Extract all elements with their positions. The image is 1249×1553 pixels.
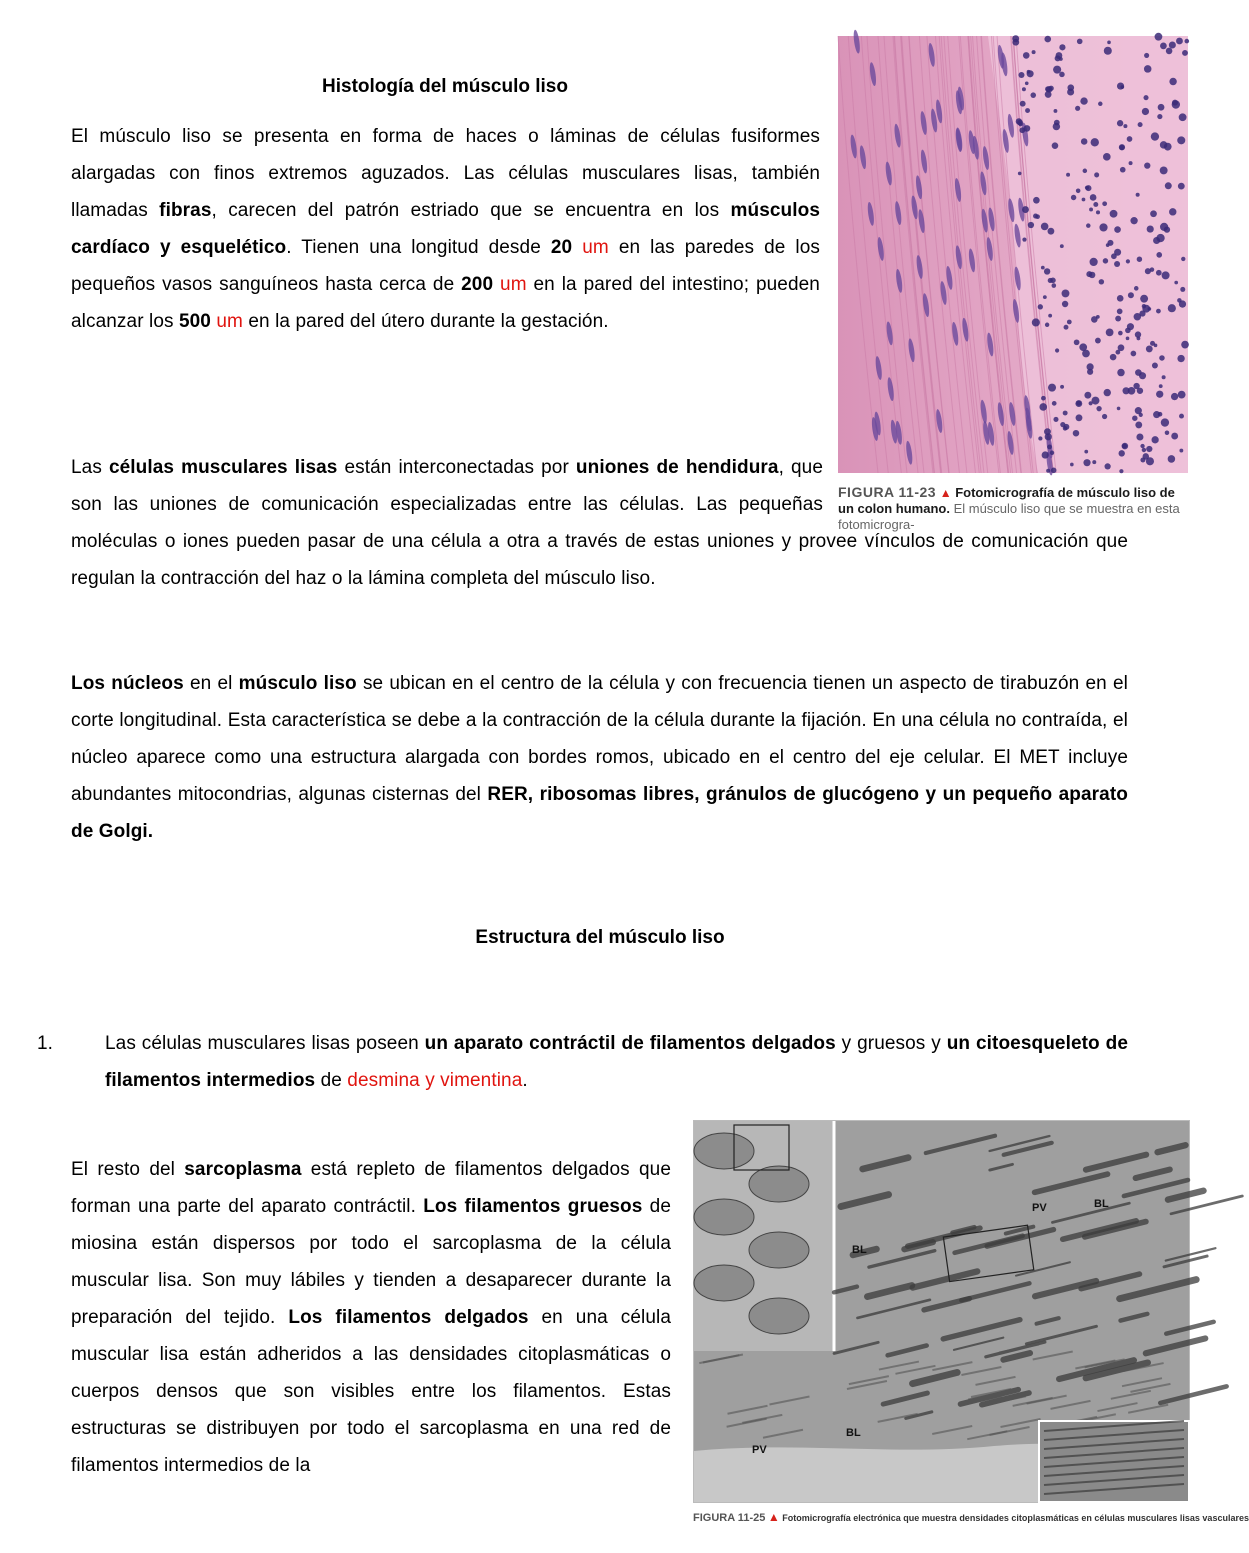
text-run: . Tienen una longitud desde [286,237,551,258]
round-nucleus [1074,339,1080,345]
round-nucleus [1060,244,1064,248]
figure-caption-text: El músculo liso que se muestra en esta fotomicrogra- [838,501,1180,532]
term-citoesqueleto: un citoesqueleto de filamentos intermedios [105,1033,1128,1091]
round-nucleus [1104,389,1111,396]
micrograph-em-image [694,1121,1189,1502]
round-nucleus [1185,39,1190,44]
round-nucleus [1096,406,1101,411]
round-nucleus [1151,436,1158,443]
paragraph-intro [71,118,820,340]
list-item-1 [37,1025,1128,1099]
label-pv: PV [752,1444,767,1456]
round-nucleus [1128,387,1136,395]
text-run: en la pared del intestino; pueden alcanzar los [71,274,820,332]
round-nucleus [1126,259,1130,263]
smooth-muscle-micrograph [838,36,1188,473]
text-run: en el [183,673,239,694]
round-nucleus [1147,225,1154,232]
round-nucleus [1118,331,1123,336]
round-nucleus [1066,173,1070,177]
round-nucleus [1152,362,1158,368]
round-nucleus [1158,104,1165,111]
round-nucleus [1022,87,1026,91]
section-title-histologia: Histología del músculo liso [322,76,568,97]
round-nucleus [1119,145,1124,150]
paragraph-sarcoplasma [71,1151,671,1484]
round-nucleus [1180,287,1185,292]
term-fibras: fibras [159,200,212,221]
round-nucleus [1134,286,1139,291]
round-nucleus [1117,407,1121,411]
round-nucleus [1179,449,1183,453]
round-nucleus [1086,223,1091,228]
round-nucleus [1048,314,1052,318]
round-nucleus [1103,258,1108,263]
round-nucleus [1106,328,1114,336]
value-200: 200 [461,274,494,295]
cell-profile [749,1166,809,1202]
round-nucleus [1168,455,1176,463]
figure-label: FIGURA 11-25 [693,1512,766,1524]
round-nucleus [1084,392,1091,399]
round-nucleus [1117,308,1123,314]
round-nucleus [1038,304,1043,309]
round-nucleus [1091,316,1098,323]
round-nucleus [1052,401,1057,406]
term-organelos: RER, ribosomas libres, gránulos de glucógeno y un pequeño aparato de Golgi. [71,784,1128,842]
round-nucleus [1156,270,1162,276]
text-run: en las paredes de los pequeños vasos sanguíneos hasta cerca de [71,237,820,295]
round-nucleus [1181,257,1185,261]
round-nucleus [1164,143,1172,151]
round-nucleus [1158,412,1163,417]
text-run: en la pared del útero durante la gestación. [242,311,609,332]
round-nucleus [1179,300,1186,307]
round-nucleus [1117,82,1124,89]
round-nucleus [1159,355,1165,361]
text-run: , carecen del patrón estriado que se encuentra en los [211,200,731,221]
round-nucleus [1181,341,1189,349]
cell-profile [694,1265,754,1301]
label-bl: BL [852,1244,867,1256]
unit-um: um [216,311,243,332]
label-pv: PV [1032,1202,1047,1214]
round-nucleus [1179,113,1187,121]
round-nucleus [1077,39,1083,45]
figure-float-spacer [823,449,1128,523]
round-nucleus [1169,78,1176,85]
round-nucleus [1151,132,1159,140]
round-nucleus [1156,252,1162,258]
figure-caption-11-25 [693,1510,1249,1524]
round-nucleus [1146,446,1152,452]
term-aparato-contractil: un aparato contráctil de filamentos delgados [424,1033,836,1054]
round-nucleus [1160,43,1167,50]
round-nucleus [1091,397,1099,405]
round-nucleus [1118,344,1125,351]
round-nucleus [1075,400,1082,407]
round-nucleus [1089,207,1093,211]
round-nucleus [1138,122,1143,127]
round-nucleus [1063,424,1069,430]
round-nucleus [1156,234,1164,242]
round-nucleus [1137,256,1142,261]
round-nucleus [1075,106,1080,111]
round-nucleus [1076,189,1081,194]
round-nucleus [1146,345,1153,352]
round-nucleus [1110,354,1117,361]
round-nucleus [1165,182,1172,189]
round-nucleus [1081,138,1088,145]
unit-um: um [500,274,527,295]
round-nucleus [1073,430,1079,436]
round-nucleus [1098,102,1102,106]
round-nucleus [1076,414,1083,421]
text-run: . [522,1070,528,1091]
round-nucleus [1045,323,1049,327]
round-nucleus [1169,208,1176,215]
round-nucleus [1048,384,1056,392]
round-nucleus [1166,48,1173,55]
round-nucleus [1087,369,1093,375]
round-nucleus [1164,226,1170,232]
figure-caption-text: Fotomicrografía electrónica que muestra densidades citoplasmáticas en células musculares lisas vasculares [782,1513,1249,1523]
cell-profile [694,1133,754,1169]
text-run: El resto del [71,1159,185,1180]
round-nucleus [1080,97,1087,104]
round-nucleus [1071,195,1076,200]
term-filamentos-delgados: Los filamentos delgados [288,1307,529,1328]
round-nucleus [1155,33,1163,41]
round-nucleus [1142,108,1149,115]
text-run: están interconectadas por [337,457,576,478]
round-nucleus [1043,295,1047,299]
round-nucleus [1054,109,1058,113]
text-run: El músculo liso se presenta en forma de haces o láminas de células fusiformes alargadas con finos extremos aguzados. Las células musculares lisas, también llamadas [71,126,820,221]
round-nucleus [1102,201,1107,206]
round-nucleus [1140,295,1148,303]
round-nucleus [1127,136,1133,142]
round-nucleus [1090,194,1097,201]
round-nucleus [1012,39,1019,46]
round-nucleus [1135,331,1141,337]
round-nucleus [1179,414,1184,419]
round-nucleus [1178,391,1186,399]
round-nucleus [1099,223,1107,231]
triangle-icon: ▲ [767,1510,780,1524]
round-nucleus [1148,307,1152,311]
text-run: en una célula muscular lisa están adheridos a las densidades citoplasmáticas o cuerpos densos que son visibles entre los filamentos. Estas estructuras se distribuyen por todo el sarcoplasma en una red de filamentos intermedios de la [71,1307,671,1476]
round-nucleus [1041,266,1045,270]
unit-um: um [582,237,609,258]
round-nucleus [1041,223,1049,231]
round-nucleus [1107,240,1113,246]
round-nucleus [1044,36,1051,43]
text-run: de miosina están dispersos por todo el sarcoplasma de la célula muscular lisa. Son muy lábiles y tienden a desaparecer durante la preparación del tejido. [71,1196,672,1328]
round-nucleus [1054,120,1060,126]
round-nucleus [1162,375,1166,379]
round-nucleus [1022,206,1029,213]
round-nucleus [1135,407,1142,414]
micrograph-he-image [838,36,1188,473]
term-musculos: músculos cardíaco y esquelético [71,200,820,258]
round-nucleus [1111,253,1117,259]
round-nucleus [1171,393,1178,400]
text-run: Las células musculares lisas poseen [105,1033,425,1054]
round-nucleus [1089,272,1095,278]
round-nucleus [1140,458,1145,463]
term-musculo-liso: músculo liso [238,673,357,694]
round-nucleus [1018,122,1022,126]
round-nucleus [1146,457,1154,465]
term-sarcoplasma: sarcoplasma [184,1159,302,1180]
round-nucleus [1082,350,1090,358]
round-nucleus [1018,72,1024,78]
round-nucleus [1050,277,1056,283]
round-nucleus [1110,210,1118,218]
section-title-estructura: Estructura del músculo liso [475,927,725,948]
list-number: 1. [37,1033,54,1054]
round-nucleus [1140,444,1144,448]
round-nucleus [1094,172,1099,177]
text-run: de [315,1070,348,1091]
round-nucleus [1128,292,1134,298]
round-nucleus [1142,448,1146,452]
round-nucleus [1143,95,1148,100]
triangle-icon: ▲ [939,486,952,500]
text-run: y gruesos y [835,1033,947,1054]
round-nucleus [1134,313,1142,321]
round-nucleus [1157,114,1162,119]
round-nucleus [1144,65,1152,73]
round-nucleus [1102,414,1107,419]
round-nucleus [1059,44,1065,50]
round-nucleus [1165,430,1170,435]
round-nucleus [1060,385,1064,389]
value-20: 20 [550,237,573,258]
round-nucleus [1022,237,1026,241]
round-nucleus [1159,384,1163,388]
paragraph-uniones [71,449,1128,597]
cell-profile [749,1298,809,1334]
round-nucleus [1063,411,1068,416]
round-nucleus [1168,304,1176,312]
round-nucleus [1144,53,1149,58]
round-nucleus [1033,214,1038,219]
round-nucleus [1018,172,1022,176]
cell-profile [694,1199,754,1235]
round-nucleus [1114,226,1121,233]
text-run: se ubican en el centro de la célula y con frecuencia tienen un aspecto de tirabuzón en el corte longitudinal. Esta característica se debe a la contracción de la célula durante la fijación. En una célula no contraída, el núcleo aparece como una estructura alargada con bordes romos, ubicado en el centro del eje celular. El MET incluye abundantes mitocondrias, algunas cisternas del [71,673,1128,805]
round-nucleus [1025,108,1030,113]
round-nucleus [1132,415,1137,420]
round-nucleus [1115,316,1121,322]
round-nucleus [1038,436,1042,440]
round-nucleus [1117,295,1124,302]
round-nucleus [1048,86,1053,91]
round-nucleus [1023,52,1030,59]
round-nucleus [1055,348,1059,352]
label-bl: BL [846,1427,861,1439]
term-desmina-vimentina: desmina y vimentina [347,1070,523,1091]
round-nucleus [1156,309,1161,314]
round-nucleus [1169,41,1176,48]
round-nucleus [1162,271,1170,279]
round-nucleus [1030,92,1036,98]
round-nucleus [1117,369,1124,376]
round-nucleus [1182,50,1188,56]
round-nucleus [1172,100,1180,108]
round-nucleus [1095,338,1101,344]
round-nucleus [1055,55,1061,61]
value-500: 500 [178,311,211,332]
round-nucleus [1144,162,1150,168]
term-celulas-musculares: células musculares lisas [108,457,338,478]
round-nucleus [1019,127,1025,133]
round-nucleus [1032,50,1036,54]
round-nucleus [1052,283,1057,288]
round-nucleus [1093,202,1098,207]
round-nucleus [1085,186,1089,190]
round-nucleus [1059,72,1065,78]
round-nucleus [1117,120,1123,126]
round-nucleus [1177,355,1184,362]
round-nucleus [1135,421,1142,428]
round-nucleus [1131,351,1137,357]
round-nucleus [1028,222,1034,228]
round-nucleus [1045,433,1052,440]
round-nucleus [1062,301,1068,307]
round-nucleus [1032,318,1040,326]
round-nucleus [1025,81,1029,85]
paragraph-nucleos [71,665,1128,850]
round-nucleus [1099,279,1104,284]
round-nucleus [1123,124,1127,128]
round-nucleus [1033,197,1040,204]
cell-profile [749,1232,809,1268]
round-nucleus [1154,344,1158,348]
round-nucleus [1064,325,1069,330]
text-run: Las [71,457,109,478]
round-nucleus [1103,153,1111,161]
round-nucleus [1160,167,1168,175]
round-nucleus [1052,142,1059,149]
term-nucleos: Los núcleos [71,673,184,694]
round-nucleus [1048,228,1055,235]
label-bl: BL [1094,1198,1109,1210]
round-nucleus [1062,289,1070,297]
round-nucleus [1067,84,1074,91]
round-nucleus [1137,388,1143,394]
text-run: , que son las uniones de comunicación especializadas entre las células. Las pequeñas moléculas o iones pueden pasar de una célula a otra a través de estas uniones y provee vínculos de comunicación que regulan la contracción del haz o la lámina completa del músculo liso. [71,457,1128,589]
round-nucleus [1174,281,1178,285]
figure-label: FIGURA 11-23 [838,484,937,500]
round-nucleus [1027,70,1031,74]
round-nucleus [1053,417,1058,422]
term-uniones: uniones de hendidura [575,457,779,478]
round-nucleus [1176,38,1183,45]
round-nucleus [1041,396,1046,401]
round-nucleus [1130,217,1137,224]
round-nucleus [1136,193,1140,197]
round-nucleus [1114,261,1120,267]
figure-title: Fotomicrografía de músculo liso de un colon humano. [838,485,1175,516]
round-nucleus [1125,328,1131,334]
round-nucleus [1067,320,1072,325]
round-nucleus [1161,418,1169,426]
round-nucleus [1089,401,1093,405]
round-nucleus [1091,138,1099,146]
round-nucleus [1177,136,1185,144]
round-nucleus [1156,391,1163,398]
round-nucleus [1039,403,1047,411]
round-nucleus [1171,433,1178,440]
term-filamentos-gruesos: Los filamentos gruesos [423,1196,643,1217]
round-nucleus [1104,47,1112,55]
round-nucleus [1082,198,1086,202]
round-nucleus [1096,210,1100,214]
round-nucleus [1107,41,1111,45]
round-nucleus [1129,161,1133,165]
text-run: está repleto de filamentos delgados que forman una parte del aparato contráctil. [71,1159,671,1217]
round-nucleus [1120,167,1126,173]
electron-micrograph [693,1120,1190,1503]
round-nucleus [1150,210,1157,217]
round-nucleus [1090,258,1098,266]
round-nucleus [1136,433,1143,440]
round-nucleus [1150,267,1154,271]
round-nucleus [1126,337,1130,341]
round-nucleus [1142,304,1146,308]
round-nucleus [1020,101,1026,107]
round-nucleus [1178,183,1185,190]
round-nucleus [1083,169,1088,174]
round-nucleus [1044,268,1050,274]
round-nucleus [1135,369,1142,376]
